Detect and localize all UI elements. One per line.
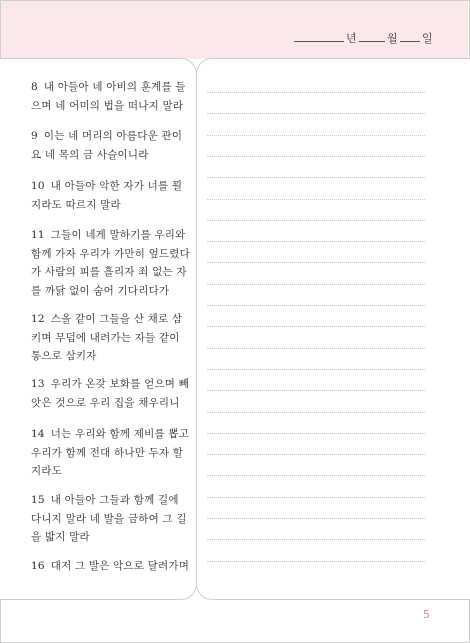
verse-number: 11 [31, 229, 45, 241]
writing-line[interactable] [207, 475, 425, 476]
verse-text: 너는 우리와 함께 제비를 뽑고 우리가 함께 전대 하나만 두자 할지라도 [31, 428, 190, 477]
verse-14 [31, 425, 191, 481]
writing-line[interactable] [207, 390, 425, 391]
writing-line[interactable] [207, 284, 425, 285]
writing-line[interactable] [207, 220, 425, 221]
verse-8 [31, 78, 191, 115]
verse-text: 내 아들아 그들과 함께 길에 다니지 말라 네 발을 금하여 그 길을 밟지 말라 [31, 494, 187, 543]
verse-9 [31, 127, 191, 164]
verse-15 [31, 491, 191, 547]
verse-number: 13 [31, 378, 45, 390]
writing-line[interactable] [207, 539, 425, 540]
verse-text: 스올 같이 그들을 산 채로 삼키며 무덤에 내려가는 자들 같이 통으로 삼키자 [31, 313, 183, 362]
writing-line[interactable] [207, 262, 425, 263]
writing-line[interactable] [207, 518, 425, 519]
writing-line[interactable] [207, 326, 425, 327]
writing-line[interactable] [207, 305, 425, 306]
verse-16 [31, 557, 191, 576]
verse-13 [31, 375, 191, 412]
writing-line[interactable] [207, 348, 425, 349]
writing-line[interactable] [207, 412, 425, 413]
header-band [1, 1, 468, 59]
writing-line[interactable] [207, 135, 425, 136]
writing-line[interactable] [207, 92, 425, 93]
writing-line[interactable] [207, 454, 425, 455]
verse-number: 14 [31, 428, 45, 440]
verse-11 [31, 226, 191, 300]
writing-line[interactable] [207, 561, 425, 562]
verse-number: 12 [31, 313, 45, 325]
month-label: 월 [387, 32, 398, 45]
writing-line[interactable] [207, 199, 425, 200]
verse-text: 대저 그 발은 악으로 달려가며 [50, 560, 190, 572]
verse-number: 16 [31, 560, 45, 572]
verse-12 [31, 310, 191, 366]
writing-line[interactable] [207, 113, 425, 114]
month-blank[interactable] [359, 41, 385, 42]
year-blank[interactable] [294, 41, 344, 42]
day-label: 일 [422, 32, 433, 45]
day-blank[interactable] [400, 41, 420, 42]
verse-number: 10 [31, 180, 45, 192]
page-number: 5 [423, 608, 430, 621]
writing-line[interactable] [207, 156, 425, 157]
verse-number: 8 [31, 81, 38, 93]
verse-text: 내 아들아 네 아비의 훈계를 들으며 네 어미의 법을 떠나지 말라 [31, 81, 186, 112]
year-label: 년 [346, 32, 357, 45]
verse-number: 9 [31, 130, 38, 142]
verse-text: 우리가 온갖 보화를 얻으며 빼앗은 것으로 우리 집을 채우리니 [31, 378, 190, 409]
writing-line[interactable] [207, 177, 425, 178]
writing-line[interactable] [207, 433, 425, 434]
writing-line[interactable] [207, 369, 425, 370]
verse-10 [31, 177, 191, 214]
writing-line[interactable] [207, 241, 425, 242]
verse-text: 그들이 네게 말하기를 우리와 함께 가자 우리가 가만히 엎드렸다가 사람의 피를 흘리자 죄 없는 자를 까닭 없이 숨어 기다리다가 [31, 229, 190, 297]
verse-text: 이는 네 머리의 아름다운 관이요 네 목의 금 사슬이니라 [31, 130, 183, 161]
verse-number: 15 [31, 494, 45, 506]
verse-text: 내 아들아 악한 자가 너를 꾈지라도 따르지 말라 [31, 180, 183, 211]
writing-line[interactable] [207, 497, 425, 498]
